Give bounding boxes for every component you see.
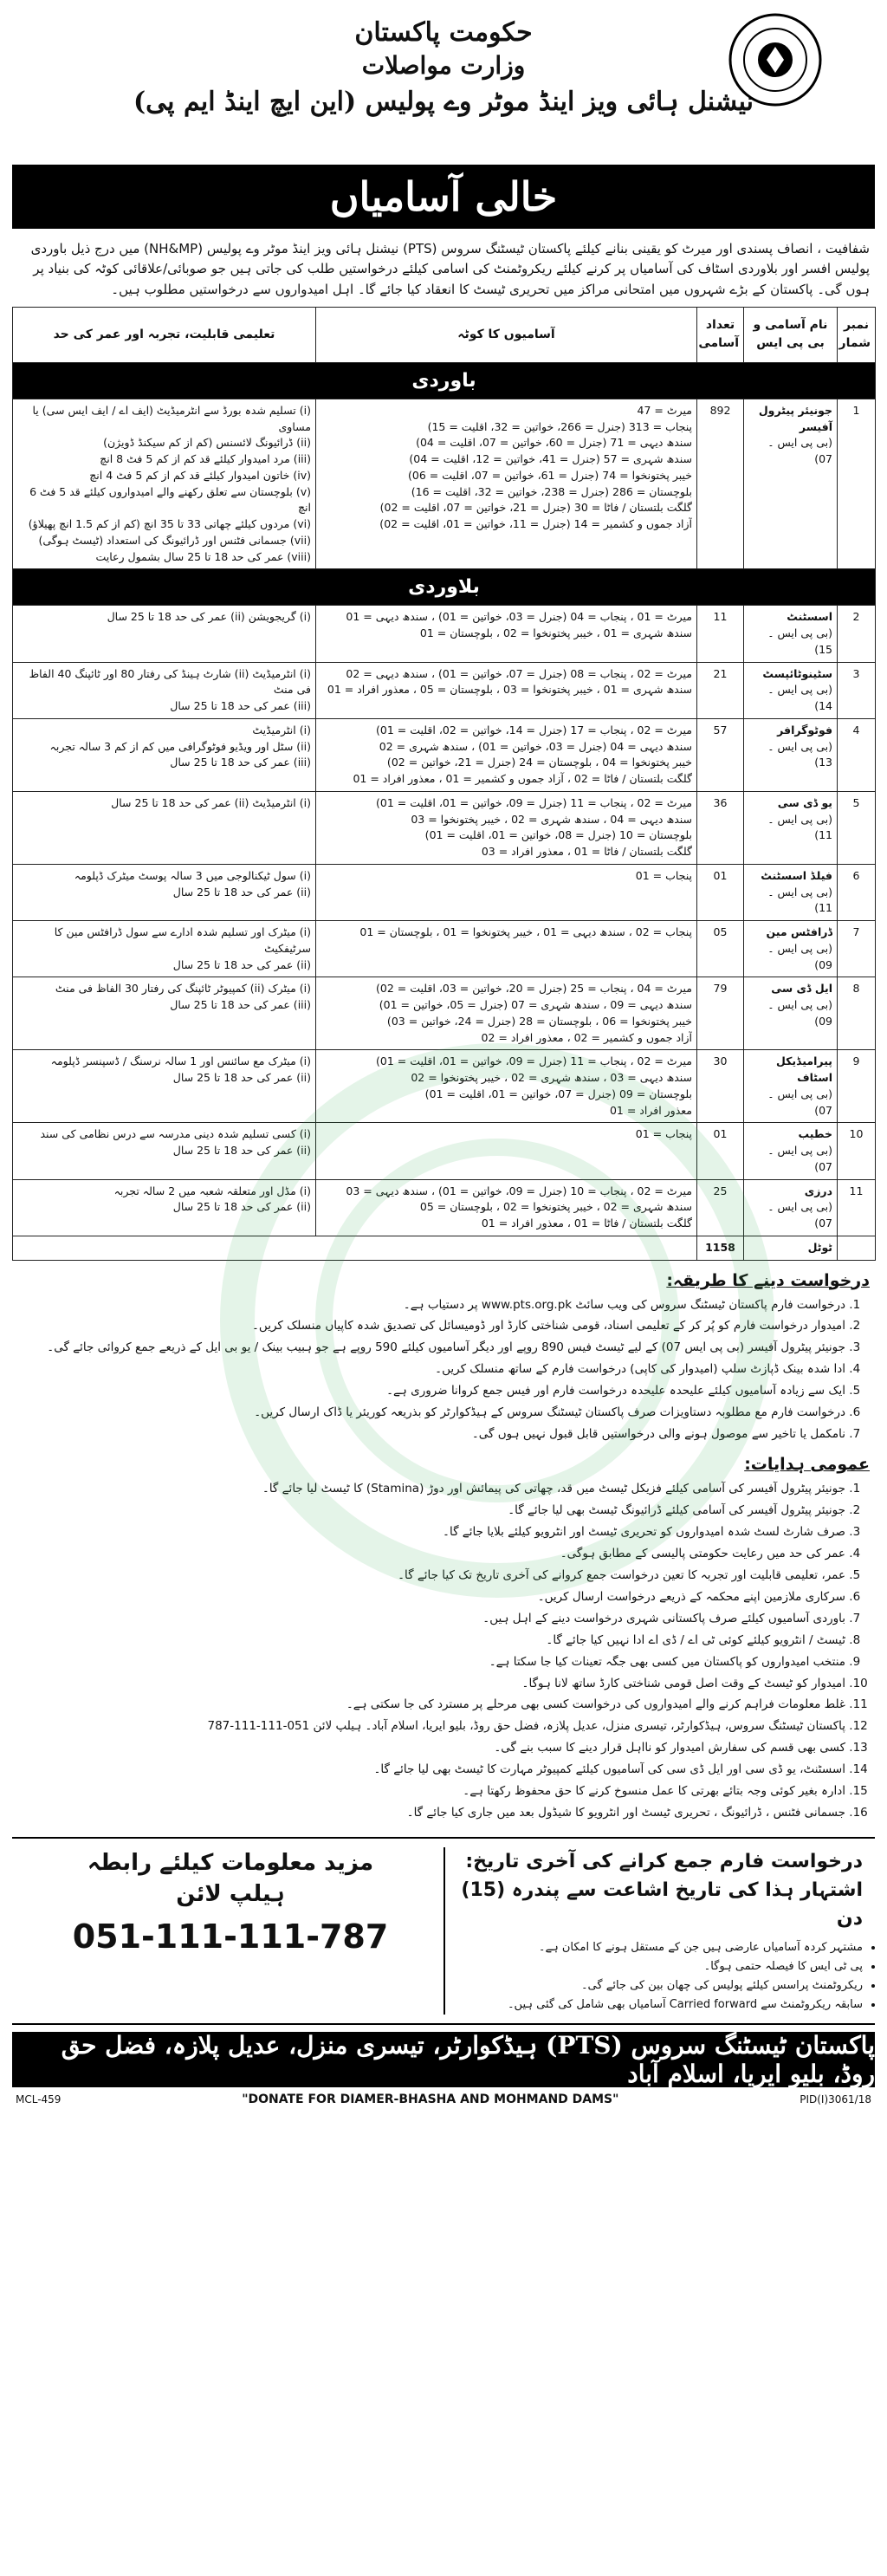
intro-paragraph: شفافیت ، انصاف پسندی اور میرٹ کو یقینی بنانے کیلئے پاکستان ٹیسٹنگ سروس (PTS) نیشنل ہائی ویز اینڈ موٹر وے پولیس (NH&MP) میں درج ذیل باوردی پولیس افسر اور بلاوردی اسٹاف کی آسامیاں پر کرنے کیلئے ریکروٹمنٹ کی اسامی کیلئے درخواستیں طلب کی جاتی ہیں جو صوبائی/علاقائی کوٹہ کی بنیاد پر ہوں گی۔ پاکستان کے بڑے شہروں میں امتحانی مراکز میں تحریری ٹیسٹ کا انعقاد کیا جائے گا۔ اہل امیدواروں سے درخواستیں مطلوب ہیں۔ xyxy=(30,241,870,297)
post-cell xyxy=(744,791,838,864)
section-civilian-row xyxy=(13,569,876,606)
quota-cell xyxy=(316,1123,697,1179)
apply-instruction: 4. ادا شدہ بینک ڈپازٹ سلپ (امیدوار کی کاپی) درخواست فارم کے ساتھ منسلک کریں۔ xyxy=(17,1359,845,1379)
section-uniformed: باوردی xyxy=(13,362,876,399)
footer-notes xyxy=(452,1938,863,2015)
qualification-cell xyxy=(13,1123,316,1179)
qualification-cell xyxy=(13,718,316,791)
quota-line: میرٹ = 02 ، پنجاب = 11 (جنرل = 09، خواتین = 01، اقلیت = 01) xyxy=(376,1054,692,1068)
qualification-line: (iii) عمر کی حد 18 تا 25 سال xyxy=(170,998,311,1011)
quota-line: سندھ دیہی = 04 (جنرل = 03، خواتین = 01) ، سندھ شہری = 02 xyxy=(379,739,692,753)
row-number: 2 xyxy=(838,606,876,662)
quota-cell xyxy=(316,1050,697,1123)
table-row xyxy=(13,718,876,791)
apply-instruction: 5. ایک سے زیادہ آسامیوں کیلئے علیحدہ علیحدہ درخواست فارم اور فیس جمع کروانا ضروری ہے۔ xyxy=(17,1381,845,1401)
post-name: اسسٹنٹ xyxy=(787,610,832,624)
quota-line: پنجاب = 02 ، سندھ دیہی = 01 ، خیبر پختونخوا = 01 ، بلوچستان = 01 xyxy=(359,925,692,938)
footer-note: • ریکروٹمنٹ پراسس کیلئے پولیس کی چھان بین کی جائے گی۔ xyxy=(452,1976,863,1995)
qualification-cell xyxy=(13,1050,316,1123)
header-qualification: تعلیمی قابلیت، تجربہ اور عمر کی حد xyxy=(13,307,316,362)
qualification-line: (ii) عمر کی حد 18 تا 25 سال xyxy=(172,957,311,971)
post-cell xyxy=(744,1179,838,1236)
post-cell xyxy=(744,1050,838,1123)
row-number: 5 xyxy=(838,791,876,864)
section-uniformed-row xyxy=(13,362,876,399)
qualification-line: (ii) عمر کی حد 18 تا 25 سال xyxy=(172,1144,311,1157)
post-count: 36 xyxy=(697,791,744,864)
quota-line: میرٹ = 02 ، پنجاب = 11 (جنرل = 09، خواتین = 01، اقلیت = 01) xyxy=(376,795,692,809)
helpline-phone: 051-111-111-787 xyxy=(72,1917,389,1956)
post-cell xyxy=(744,399,838,569)
quota-line: معذور افراد = 01 xyxy=(609,1103,692,1117)
quota-line: میرٹ = 02 ، پنجاب = 08 (جنرل = 07، خواتین = 01) ، سندھ دیہی = 02 xyxy=(346,666,692,680)
qualification-line: (iii) عمر کی حد 18 تا 25 سال xyxy=(170,699,311,712)
general-instruction: 16. جسمانی فٹنس ، ڈرائیونگ ، تحریری ٹیسٹ اور انٹرویو کا شیڈول بعد میں جاری کیا جائے گا۔ xyxy=(17,1803,845,1823)
general-instruction: 13. کسی بھی قسم کی سفارش امیدوار کو نااہل قرار دینے کا سبب بنے گی۔ xyxy=(17,1738,845,1758)
post-count: 01 xyxy=(697,1123,744,1179)
quota-line: میرٹ = 04 ، پنجاب = 25 (جنرل = 20، خواتین = 03، اقلیت = 02) xyxy=(376,982,692,996)
general-instruction: 9. منتخب امیدواروں کو پاکستان میں کسی بھی جگہ تعینات کیا جا سکتا ہے۔ xyxy=(17,1652,845,1672)
quota-cell xyxy=(316,791,697,864)
qualification-line: (ii) عمر کی حد 18 تا 25 سال xyxy=(172,1071,311,1084)
post-cell xyxy=(744,606,838,662)
total-row xyxy=(13,1236,876,1260)
helpline-label: ہیلپ لائن xyxy=(176,1881,285,1908)
qualification-line: (i) انٹرمیڈیٹ xyxy=(252,723,311,736)
post-bps: (بی پی ایس ۔ 07) xyxy=(767,1200,832,1230)
table-row xyxy=(13,399,876,569)
quota-line: سندھ شہری = 57 (جنرل = 41، خواتین = 12، اقلیت = 04) xyxy=(409,452,692,465)
quota-line: سندھ شہری = 01 ، خیبر پختونخوا = 02 ، بلوچستان = 01 xyxy=(419,626,692,639)
quota-line: گلگت بلتستان / فاٹا = 02 ، آزاد جموں و کشمیر = 01 ، معذور افراد = 01 xyxy=(353,772,692,785)
quota-line: سندھ دیہی = 71 (جنرل = 60، خواتین = 07، اقلیت = 04) xyxy=(416,436,692,450)
header-no: نمبر شمار xyxy=(838,307,876,362)
qualification-line: (iii) مرد امیدوار کیلئے قد کم از کم 5 فٹ 8 انچ xyxy=(100,452,311,465)
pts-address-bar: پاکستان ٹیسٹنگ سروس (PTS) ہیڈکوارٹر، تیسری منزل، عدیل پلازہ، فضل حق روڈ، بلیو ایریا، اسلام آباد xyxy=(12,2032,875,2087)
post-bps: (بی پی ایس ۔ 09) xyxy=(767,941,832,971)
general-instruction: 4. عمر کی حد میں رعایت حکومتی پالیسی کے مطابق ہوگی۔ xyxy=(17,1544,845,1564)
quota-cell xyxy=(316,864,697,920)
apply-instruction: 2. امیدوار درخواست فارم کو پُر کر کے تعلیمی اسناد، قومی شناختی کارڈ اور ڈومیسائل کی تصدیق شدہ کاپیاں منسلک کریں۔ xyxy=(17,1316,845,1336)
table-row xyxy=(13,1179,876,1236)
table-row xyxy=(13,1050,876,1123)
apply-instruction: 6. درخواست فارم مع مطلوبہ دستاویزات صرف پاکستان ٹیسٹنگ سروس کے ہیڈکوارٹر کو بذریعہ کوریئر یا ڈاک ارسال کریں۔ xyxy=(17,1403,845,1423)
post-name: یو ڈی سی xyxy=(777,795,832,809)
header-post: نام آسامی و بی پی ایس xyxy=(744,307,838,362)
post-count: 21 xyxy=(697,662,744,718)
post-name: پیرامیڈیکل اسٹاف xyxy=(775,1054,832,1084)
qualification-line: (i) کسی تسلیم شدہ دینی مدرسہ سے درس نظامی کی سند xyxy=(40,1127,311,1141)
table-row xyxy=(13,864,876,920)
qualification-line: (i) انٹرمیڈیٹ (ii) شارٹ ہینڈ کی رفتار 80 اور ٹائپنگ 40 الفاظ فی منٹ xyxy=(29,666,311,697)
quota-line: سندھ شہری = 01 ، خیبر پختونخوا = 03 ، بلوچستان = 05 ، معذور افراد = 01 xyxy=(327,683,692,697)
qualification-line: (ii) عمر کی حد 18 تا 25 سال xyxy=(172,885,311,899)
quota-line: پنجاب = 313 (جنرل = 266، خواتین = 32، اقلیت = 15) xyxy=(427,419,692,433)
general-instruction: 15. ادارہ بغیر کوئی وجہ بتائے بھرتی کا عمل منسوخ کرنے کا حق محفوظ رکھتا ہے۔ xyxy=(17,1781,845,1801)
qualification-cell xyxy=(13,662,316,718)
general-instruction: 7. باوردی آسامیوں کیلئے صرف پاکستانی شہری درخواست دینے کے اہل ہیں۔ xyxy=(17,1609,845,1629)
quota-line: خیبر پختونخوا = 04 ، بلوچستان = 24 (جنرل = 21، خواتین = 02) xyxy=(386,756,692,769)
qualification-line: (iv) خاتون امیدوار کیلئے قد کم از کم 5 فٹ 4 انچ xyxy=(89,468,311,482)
quota-line: میرٹ = 02 ، پنجاب = 10 (جنرل = 09، خواتین = 01) ، سندھ دیہی = 03 xyxy=(346,1184,692,1197)
footer-box xyxy=(12,1837,875,2025)
quota-cell xyxy=(316,1179,697,1236)
quota-cell xyxy=(316,606,697,662)
table-row xyxy=(13,791,876,864)
row-number: 9 xyxy=(838,1050,876,1123)
quota-line: گلگت بلتستان / فاٹا = 30 (جنرل = 21، خواتین = 07، اقلیت = 02) xyxy=(379,501,692,515)
post-bps: (بی پی ایس ۔ 07) xyxy=(767,1087,832,1117)
row-number: 11 xyxy=(838,1179,876,1236)
post-count: 05 xyxy=(697,921,744,977)
qualification-cell xyxy=(13,1179,316,1236)
post-bps: (بی پی ایس ۔ 07) xyxy=(767,1144,832,1173)
qualification-cell xyxy=(13,399,316,569)
qualification-cell xyxy=(13,606,316,662)
quota-line: گلگت بلتستان / فاٹا = 01 ، معذور افراد = 03 xyxy=(481,845,692,858)
post-count: 79 xyxy=(697,977,744,1050)
header-quota: آسامیوں کا کوٹہ xyxy=(316,307,697,362)
deadline-value: اشتہار ہذا کی تاریخ اشاعت سے پندرہ (15) دن xyxy=(461,1879,863,1930)
deadline-label: درخواست فارم جمع کرانے کی آخری تاریخ: xyxy=(465,1851,863,1873)
qualification-line: (i) انٹرمیڈیٹ (ii) عمر کی حد 18 تا 25 سال xyxy=(111,795,311,809)
how-to-apply-list xyxy=(12,1295,875,1445)
post-bps: (بی پی ایس ۔ 11) xyxy=(767,885,832,915)
general-instruction: 12. پاکستان ٹیسٹنگ سروس، ہیڈکوارٹر، تیسری منزل، عدیل پلازہ، فضل حق روڈ، بلیو ایریا، اسلام آباد۔ ہیلپ لائن 051-111-111-787 xyxy=(17,1716,845,1736)
post-name: جونیئر پیٹرول آفیسر xyxy=(758,403,832,433)
quota-line: میرٹ = 01 ، پنجاب = 04 (جنرل = 03، خواتین = 01) ، سندھ دیہی = 01 xyxy=(346,610,692,624)
qualification-line: (i) میٹرک اور تسلیم شدہ ادارے سے سول ڈرافٹس مین کا سرٹیفکیٹ xyxy=(54,925,311,955)
table-row xyxy=(13,662,876,718)
post-bps: (بی پی ایس ۔ 15) xyxy=(767,626,832,656)
quota-line: سندھ دیہی = 03 ، سندھ شہری = 02 ، خیبر پختونخوا = 02 xyxy=(411,1071,692,1084)
general-instruction: 1. جونیئر پیٹرول آفیسر کی آسامی کیلئے فزیکل ٹیسٹ میں قد، چھاتی کی پیمائش اور دوڑ (Stamina) کا ٹیسٹ لیا جائے گا۔ xyxy=(17,1479,845,1499)
general-instructions-list xyxy=(12,1479,875,1823)
section-civilian: بلاوردی xyxy=(13,569,876,606)
post-cell xyxy=(744,1123,838,1179)
quota-cell xyxy=(316,921,697,977)
post-count: 892 xyxy=(697,399,744,569)
row-number: 4 xyxy=(838,718,876,791)
footer-note: • پی ٹی ایس کا فیصلہ حتمی ہوگا۔ xyxy=(452,1957,863,1976)
qualification-line: (i) مڈل اور متعلقہ شعبہ میں 2 سالہ تجربہ xyxy=(113,1184,311,1197)
row-number: 6 xyxy=(838,864,876,920)
post-bps: (بی پی ایس ۔ 09) xyxy=(767,998,832,1028)
quota-line: سندھ شہری = 02 ، خیبر پختونخوا = 02 ، بلوچستان = 05 xyxy=(419,1200,692,1214)
qualification-cell xyxy=(13,921,316,977)
total-spacer xyxy=(838,1236,876,1260)
post-bps: (بی پی ایس ۔ 14) xyxy=(767,683,832,712)
qualification-line: (i) میٹرک مع سائنس اور 1 سالہ نرسنگ / ڈسپنسر ڈپلومہ xyxy=(50,1054,311,1068)
post-cell xyxy=(744,864,838,920)
post-cell xyxy=(744,718,838,791)
vacancies-banner: خالی آسامیاں xyxy=(12,165,875,229)
quota-line: پنجاب = 01 xyxy=(635,1127,692,1141)
post-bps: (بی پی ایس ۔ 11) xyxy=(767,812,832,842)
post-cell xyxy=(744,662,838,718)
table-row xyxy=(13,606,876,662)
qualification-line: (i) گریجویشن (ii) عمر کی حد 18 تا 25 سال xyxy=(107,610,311,624)
post-count: 25 xyxy=(697,1179,744,1236)
post-bps: (بی پی ایس ۔ 07) xyxy=(767,436,832,465)
quota-line: خیبر پختونخوا = 74 (جنرل = 61، خواتین = 07، اقلیت = 06) xyxy=(407,468,692,482)
quota-cell xyxy=(316,662,697,718)
qualification-line: (iii) عمر کی حد 18 تا 25 سال xyxy=(170,756,311,769)
row-number: 7 xyxy=(838,921,876,977)
qualification-cell xyxy=(13,864,316,920)
quota-line: بلوچستان = 09 (جنرل = 07، خواتین = 01، اقلیت = 01) xyxy=(424,1087,692,1100)
qualification-line: (viii) عمر کی حد 18 تا 25 سال بشمول رعایت xyxy=(95,549,311,563)
quota-cell xyxy=(316,977,697,1050)
quota-line: آزاد جموں و کشمیر = 14 (جنرل = 11، خواتین = 01، اقلیت = 02) xyxy=(379,517,692,530)
quota-line: سندھ دیہی = 09 ، سندھ شہری = 07 (جنرل = 05، خواتین = 01) xyxy=(379,998,692,1011)
post-name: سٹینوٹائپسٹ xyxy=(762,666,832,680)
pid-code: PID(I)3061/18 xyxy=(800,2093,871,2106)
quota-line: میرٹ = 47 xyxy=(637,403,692,417)
general-instruction: 8. ٹیسٹ / انٹرویو کیلئے کوئی ٹی اے / ڈی اے ادا نہیں کیا جائے گا۔ xyxy=(17,1631,845,1651)
post-count: 30 xyxy=(697,1050,744,1123)
table-row xyxy=(13,921,876,977)
quota-cell xyxy=(316,399,697,569)
general-instruction: 6. سرکاری ملازمین اپنے محکمہ کے ذریعے درخواست ارسال کریں۔ xyxy=(17,1587,845,1607)
total-filler xyxy=(13,1236,697,1260)
post-name: ایل ڈی سی xyxy=(771,982,832,996)
post-name: فیلڈ اسسٹنٹ xyxy=(761,868,832,882)
post-name: ڈرافٹس مین xyxy=(766,925,832,938)
how-to-apply-title: درخواست دینے کا طریقہ: xyxy=(666,1270,870,1290)
general-instruction: 5. عمر، تعلیمی قابلیت اور تجربہ کا تعین درخواست جمع کروانے کی آخری تاریخ تک کیا جائے گا۔ xyxy=(17,1566,845,1586)
table-header-row xyxy=(13,307,876,362)
deadline-box xyxy=(444,1847,870,2015)
mcl-code: MCL-459 xyxy=(16,2093,62,2106)
qualification-line: (v) بلوچستان سے تعلق رکھنے والے امیدواروں کیلئے قد 5 فٹ 6 انچ xyxy=(29,484,311,515)
qualification-line: (i) تسلیم شدہ بورڈ سے انٹرمیڈیٹ (ایف اے / ایف ایس سی) یا مساوی xyxy=(32,403,311,433)
general-instruction: 14. اسسٹنٹ، یو ڈی سی اور ایل ڈی سی کی آسامیوں کیلئے کمپیوٹر مہارت کا ٹیسٹ بھی لیا جائے گا۔ xyxy=(17,1760,845,1780)
row-number: 10 xyxy=(838,1123,876,1179)
post-cell xyxy=(744,921,838,977)
total-label: ٹوٹل xyxy=(744,1236,838,1260)
quota-line: آزاد جموں و کشمیر = 02 ، معذور افراد = 02 xyxy=(481,1030,692,1044)
footer-note: • سابقہ ریکروٹمنٹ سے Carried forward آسامیاں بھی شامل کی گئی ہیں۔ xyxy=(452,1995,863,2015)
total-value: 1158 xyxy=(697,1236,744,1260)
row-number: 3 xyxy=(838,662,876,718)
general-instruction: 2. جونیئر پیٹرول آفیسر کی آسامی کیلئے ڈرائیونگ ٹیسٹ بھی لیا جائے گا۔ xyxy=(17,1501,845,1521)
quota-line: خیبر پختونخوا = 06 ، بلوچستان = 28 (جنرل = 24، خواتین = 03) xyxy=(386,1014,692,1028)
post-name: درزی xyxy=(804,1184,832,1197)
qualification-line: (ii) سٹل اور ویڈیو فوٹوگرافی میں کم از کم 3 سالہ تجربہ xyxy=(49,739,311,753)
post-cell xyxy=(744,977,838,1050)
qualification-cell xyxy=(13,791,316,864)
qualification-line: (vi) مردوں کیلئے چھاتی 33 تا 35 انچ (کم از کم 1.5 انچ پھیلاؤ) xyxy=(28,517,311,530)
quota-cell xyxy=(316,718,697,791)
apply-instruction: 1. درخواست فارم پاکستان ٹیسٹنگ سروس کی ویب سائٹ www.pts.org.pk پر دستیاب ہے۔ xyxy=(17,1295,845,1315)
qualification-cell xyxy=(13,977,316,1050)
quota-line: میرٹ = 02 ، پنجاب = 17 (جنرل = 14، خواتین = 02، اقلیت = 01) xyxy=(376,723,692,736)
nhmp-seal-icon xyxy=(728,12,823,107)
vacancies-table xyxy=(12,307,876,1261)
bottom-strip xyxy=(12,2093,875,2106)
contact-box xyxy=(17,1847,444,2015)
header xyxy=(12,12,875,159)
qualification-line: (i) میٹرک (ii) کمپیوٹر ٹائپنگ کی رفتار 30 الفاظ فی منٹ xyxy=(55,982,311,996)
apply-instruction: 7. نامکمل یا تاخیر سے موصول ہونے والی درخواستیں قابل قبول نہیں ہوں گی۔ xyxy=(17,1424,845,1444)
quota-line: پنجاب = 01 xyxy=(635,868,692,882)
info-title: مزید معلومات کیلئے رابطہ xyxy=(87,1850,374,1877)
ministry-title: وزارت مواصلات xyxy=(361,51,526,80)
header-count: تعداد آسامی xyxy=(697,307,744,362)
post-count: 01 xyxy=(697,864,744,920)
post-name: خطیب xyxy=(798,1127,832,1141)
quota-line: گلگت بلتستان / فاٹا = 01 ، معذور افراد = 01 xyxy=(481,1217,692,1230)
quota-line: بلوچستان = 286 (جنرل = 238، خواتین = 32، اقلیت = 16) xyxy=(411,484,692,498)
government-title: حکومت پاکستان xyxy=(354,17,533,48)
qualification-line: (i) سول ٹیکنالوجی میں 3 سالہ پوسٹ میٹرک ڈپلومہ xyxy=(74,868,311,882)
post-count: 57 xyxy=(697,718,744,791)
general-instruction: 10. امیدوار کو ٹیسٹ کے وقت اصل قومی شناختی کارڈ ساتھ لانا ہوگا۔ xyxy=(17,1674,845,1694)
footer-note: • مشتہر کردہ آسامیاں عارضی ہیں جن کے مستقل ہونے کا امکان ہے۔ xyxy=(452,1938,863,1957)
row-number: 8 xyxy=(838,977,876,1050)
quota-line: بلوچستان = 10 (جنرل = 08، خواتین = 01، اقلیت = 01) xyxy=(424,828,692,842)
qualification-line: (ii) عمر کی حد 18 تا 25 سال xyxy=(172,1200,311,1214)
post-bps: (بی پی ایس ۔ 13) xyxy=(767,739,832,769)
post-name: فوٹوگرافر xyxy=(777,723,832,736)
table-row xyxy=(13,977,876,1050)
donate-slogan: "DONATE FOR DIAMER-BHASHA AND MOHMAND DAMS" xyxy=(242,2093,619,2107)
general-instruction: 3. صرف شارٹ لسٹ شدہ امیدواروں کو تحریری ٹیسٹ اور انٹرویو کیلئے بلایا جائے گا۔ xyxy=(17,1522,845,1542)
general-instruction: 11. غلط معلومات فراہم کرنے والے امیدواروں کی درخواست کسی بھی مرحلے پر مسترد کی جا سکتی ہے۔ xyxy=(17,1695,845,1715)
qualification-line: (vii) جسمانی فٹنس اور ڈرائیونگ کی استعداد (ٹیسٹ ہوگی) xyxy=(38,533,311,547)
general-instructions-title: عمومی ہدایات: xyxy=(744,1455,870,1475)
advertisement-page xyxy=(12,12,875,2564)
apply-instruction: 3. جونیئر پیٹرول آفیسر (بی پی ایس 07) کے لیے ٹیسٹ فیس 890 روپے اور دیگر آسامیوں کیلئے 590 روپے ہے جو ہبیب بینک / یو بی ایل کے ذریعے جمع کروائی جائے گی۔ xyxy=(17,1338,845,1358)
table-row xyxy=(13,1123,876,1179)
organization-title: نیشنل ہائی ویز اینڈ موٹر وے پولیس (این ایچ اینڈ ایم پی) xyxy=(133,87,754,117)
qualification-line: (ii) ڈرائیونگ لائسنس (کم از کم سیکنڈ ڈویژن) xyxy=(103,436,311,450)
post-count: 11 xyxy=(697,606,744,662)
row-number: 1 xyxy=(838,399,876,569)
quota-line: سندھ دیہی = 04 ، سندھ شہری = 02 ، خیبر پختونخوا = 03 xyxy=(411,812,692,826)
